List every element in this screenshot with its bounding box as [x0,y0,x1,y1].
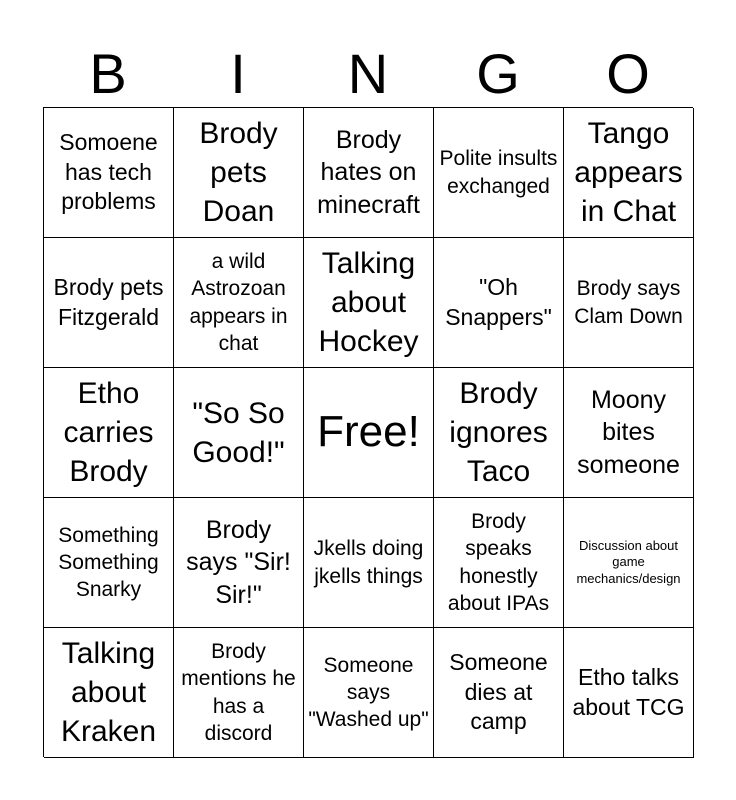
cell-text: Talking about Kraken [60,637,157,748]
cell-text: Brody says "Sir! Sir!" [186,515,291,609]
cell-text: Jkells doing jkells things [313,537,424,588]
bingo-cell[interactable] [44,108,174,238]
bingo-cell[interactable] [174,238,304,368]
bingo-cell[interactable] [44,498,174,628]
cell-text: Brody speaks honestly about IPAs [447,509,550,615]
bingo-cell[interactable] [434,108,564,238]
bingo-cell[interactable] [564,498,694,628]
bingo-header [43,40,693,108]
cell-text: Brody says Clam Down [574,277,683,328]
header-letter-b: B [89,42,127,105]
cell-text: Someone says "Washed up" [308,653,429,732]
bingo-cell[interactable] [304,628,434,758]
bingo-cell[interactable] [434,238,564,368]
cell-text: Brody ignores Taco [449,377,548,488]
bingo-cell[interactable] [174,368,304,498]
bingo-cell[interactable] [434,368,564,498]
bingo-cell[interactable] [564,108,694,238]
bingo-cell[interactable] [44,238,174,368]
cell-text: Brody pets Fitzgerald [53,273,164,330]
cell-text: Brody pets Doan [199,117,278,228]
bingo-cell[interactable] [434,498,564,628]
cell-text: a wild Astrozoan appears in chat [189,249,288,355]
bingo-cell[interactable] [564,368,694,498]
cell-text: Discussion about game mechanics/design [576,538,681,586]
bingo-cell[interactable] [44,368,174,498]
bingo-cell[interactable] [304,238,434,368]
header-letter-g: G [476,42,520,105]
bingo-cell-free[interactable] [304,368,434,498]
cell-text: Talking about Hockey [318,247,419,358]
cell-text: Something Something Snarky [58,523,159,602]
cell-text: Brody mentions he has a discord [181,639,296,745]
cell-text: Etho carries Brody [63,377,154,488]
bingo-cell[interactable] [174,108,304,238]
bingo-board [43,107,693,757]
cell-text: Etho talks about TCG [572,663,685,720]
cell-text: Brody hates on minecraft [317,125,420,219]
bingo-cell[interactable] [304,108,434,238]
cell-text: Polite insults exchanged [439,147,558,198]
bingo-cell[interactable] [174,628,304,758]
bingo-cell[interactable] [174,498,304,628]
bingo-cell[interactable] [434,628,564,758]
header-letter-n: N [347,42,389,105]
cell-text: "Oh Snappers" [445,273,552,330]
bingo-cell[interactable] [44,628,174,758]
cell-text: "So So Good!" [192,396,285,469]
cell-text: Somoene has tech problems [59,128,158,215]
bingo-cell[interactable] [304,498,434,628]
free-space-text: Free! [317,407,420,457]
header-letter-o: O [606,42,650,105]
bingo-cell[interactable] [564,628,694,758]
cell-text: Someone dies at camp [449,648,548,735]
cell-text: Tango appears in Chat [574,117,683,228]
bingo-cell[interactable] [564,238,694,368]
header-letter-i: I [230,42,246,105]
cell-text: Moony bites someone [577,385,680,479]
